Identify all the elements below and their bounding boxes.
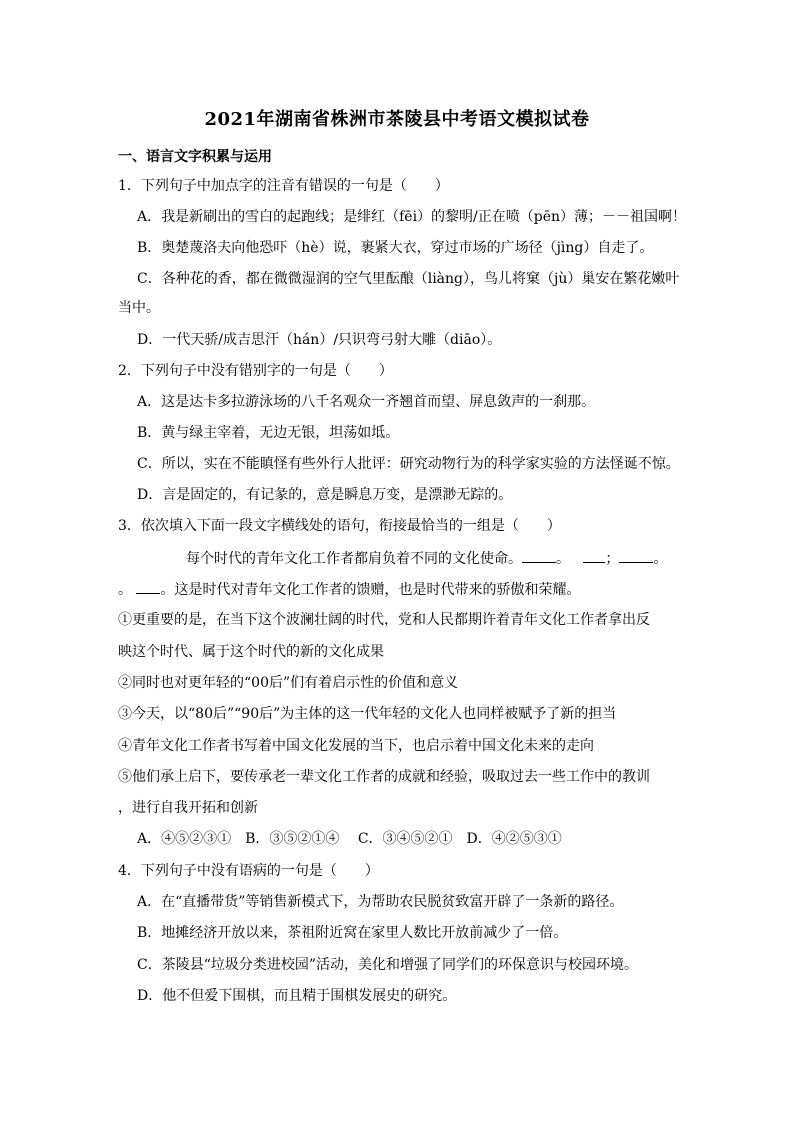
question-2-option-d: D．言是固定的，有记彖的，意是瞬息万变，是漂渺无踪的。 — [137, 487, 513, 503]
question-2-option-c: C．所以，实在不能瞋怪有些外行人批评：研究动物行为的科学家实验的方法怪诞不惊。 — [137, 456, 680, 472]
sentence-5: ⑤他们承上启下，要传承老一辈文化工作者的成就和经验，吸取过去一些工作中的教训 — [118, 769, 650, 785]
sentence-2: ②同时也对更年轻的“00后”们有着启示性的价值和意义 — [118, 675, 459, 691]
question-2-stem: 2．下列句子中没有错别字的一句是（ ） — [118, 363, 393, 379]
sentence-3: ③今天，以“80后”“90后”为主体的这一代年轻的文化人也同样被赋予了新的担当 — [118, 706, 617, 722]
punct-period: 。 — [556, 551, 570, 567]
question-4-option-a: A．在“直播带货”等销售新模式下，为帮助农民脱贫致富开辟了一条新的路径。 — [137, 894, 624, 910]
punct-semicolon: ； — [605, 551, 620, 567]
fill-blank-2 — [583, 548, 605, 563]
question-1-stem: 1．下列句子中加点字的注音有错误的一句是（ ） — [118, 178, 449, 194]
question-3-options: A．④⑤②③① B．③⑤②①④ C．③④⑤②① D．④②⑤③① — [137, 831, 562, 847]
sentence-4: ④青年文化工作者书写着中国文化发展的当下，也启示着中国文化未来的走向 — [118, 738, 594, 754]
question-3-passage-line1 — [186, 548, 667, 569]
question-4-option-d: D．他不但爱下围棋，而且精于围棋发展史的研究。 — [137, 988, 457, 1004]
question-1-option-b: B．奥楚蔑洛夫向他恐吓（hè）说，裹紧大衣，穿过市场的广场径（jìng）自走了。 — [137, 240, 654, 256]
question-1-option-c: C．各种花的香，都在微微湿润的空气里酝酿（liàng），鸟儿将窠（jù）巢安在繁花嫩叶 — [137, 271, 680, 287]
question-2-option-b: B．黄与绿主宰着，无边无银，坦荡如坻。 — [137, 425, 400, 441]
sentence-1-cont: 映这个时代、属于这个时代的新的文化成果 — [118, 644, 384, 660]
passage-text-2: 。这是时代对青年文化工作者的馈赠，也是时代带来的骄傲和荣耀。 — [160, 582, 581, 598]
section-heading: 一、语言文字积累与运用 — [118, 149, 272, 165]
question-4-option-c: C．茶陵县“垃圾分类进校园”活动，美化和增强了同学们的环保意识与校园环境。 — [137, 957, 639, 973]
question-1-option-a: A．我是新刷出的雪白的起跑线；是绯红（fēi）的黎明/正在喷（pēn）薄；－－祖国啊！ — [137, 209, 687, 225]
question-4-option-b: B．地摊经济开放以来，茶祖附近窝在家里人数比开放前减少了一倍。 — [137, 925, 568, 941]
page-title: 2021年湖南省株洲市茶陵县中考语文模拟试卷 — [204, 109, 590, 130]
question-1-option-c-cont: 当中。 — [118, 300, 160, 316]
passage-text: 每个时代的青年文化工作者都肩负着不同的文化使命。 — [186, 551, 522, 567]
punct-period-2: 。 — [653, 551, 668, 567]
question-4-stem: 4．下列句子中没有语病的一句是（ ） — [118, 863, 379, 879]
fill-blank-1 — [522, 548, 556, 563]
question-3-stem: 3．依次填入下面一段文字横线处的语句，衔接最恰当的一组是（ ） — [118, 518, 561, 534]
question-3-passage-line2 — [118, 579, 580, 600]
fill-blank-4 — [136, 579, 160, 594]
sentence-1: ①更重要的是，在当下这个波澜壮阔的时代，党和人民都期许着青年文化工作者拿出反 — [118, 612, 650, 628]
fill-blank-3 — [619, 548, 653, 563]
question-1-option-d: D．一代天骄/成吉思汗（hán）/只识弯弓射大雕（diāo）。 — [137, 332, 502, 348]
question-2-option-a: A．这是达卡多拉游泳场的八千名观众一齐翘首而望、屏息敛声的一刹那。 — [137, 394, 596, 410]
sentence-5-cont: ，进行自我开拓和创新 — [118, 800, 258, 816]
punct-leading-period: 。 — [118, 582, 132, 598]
